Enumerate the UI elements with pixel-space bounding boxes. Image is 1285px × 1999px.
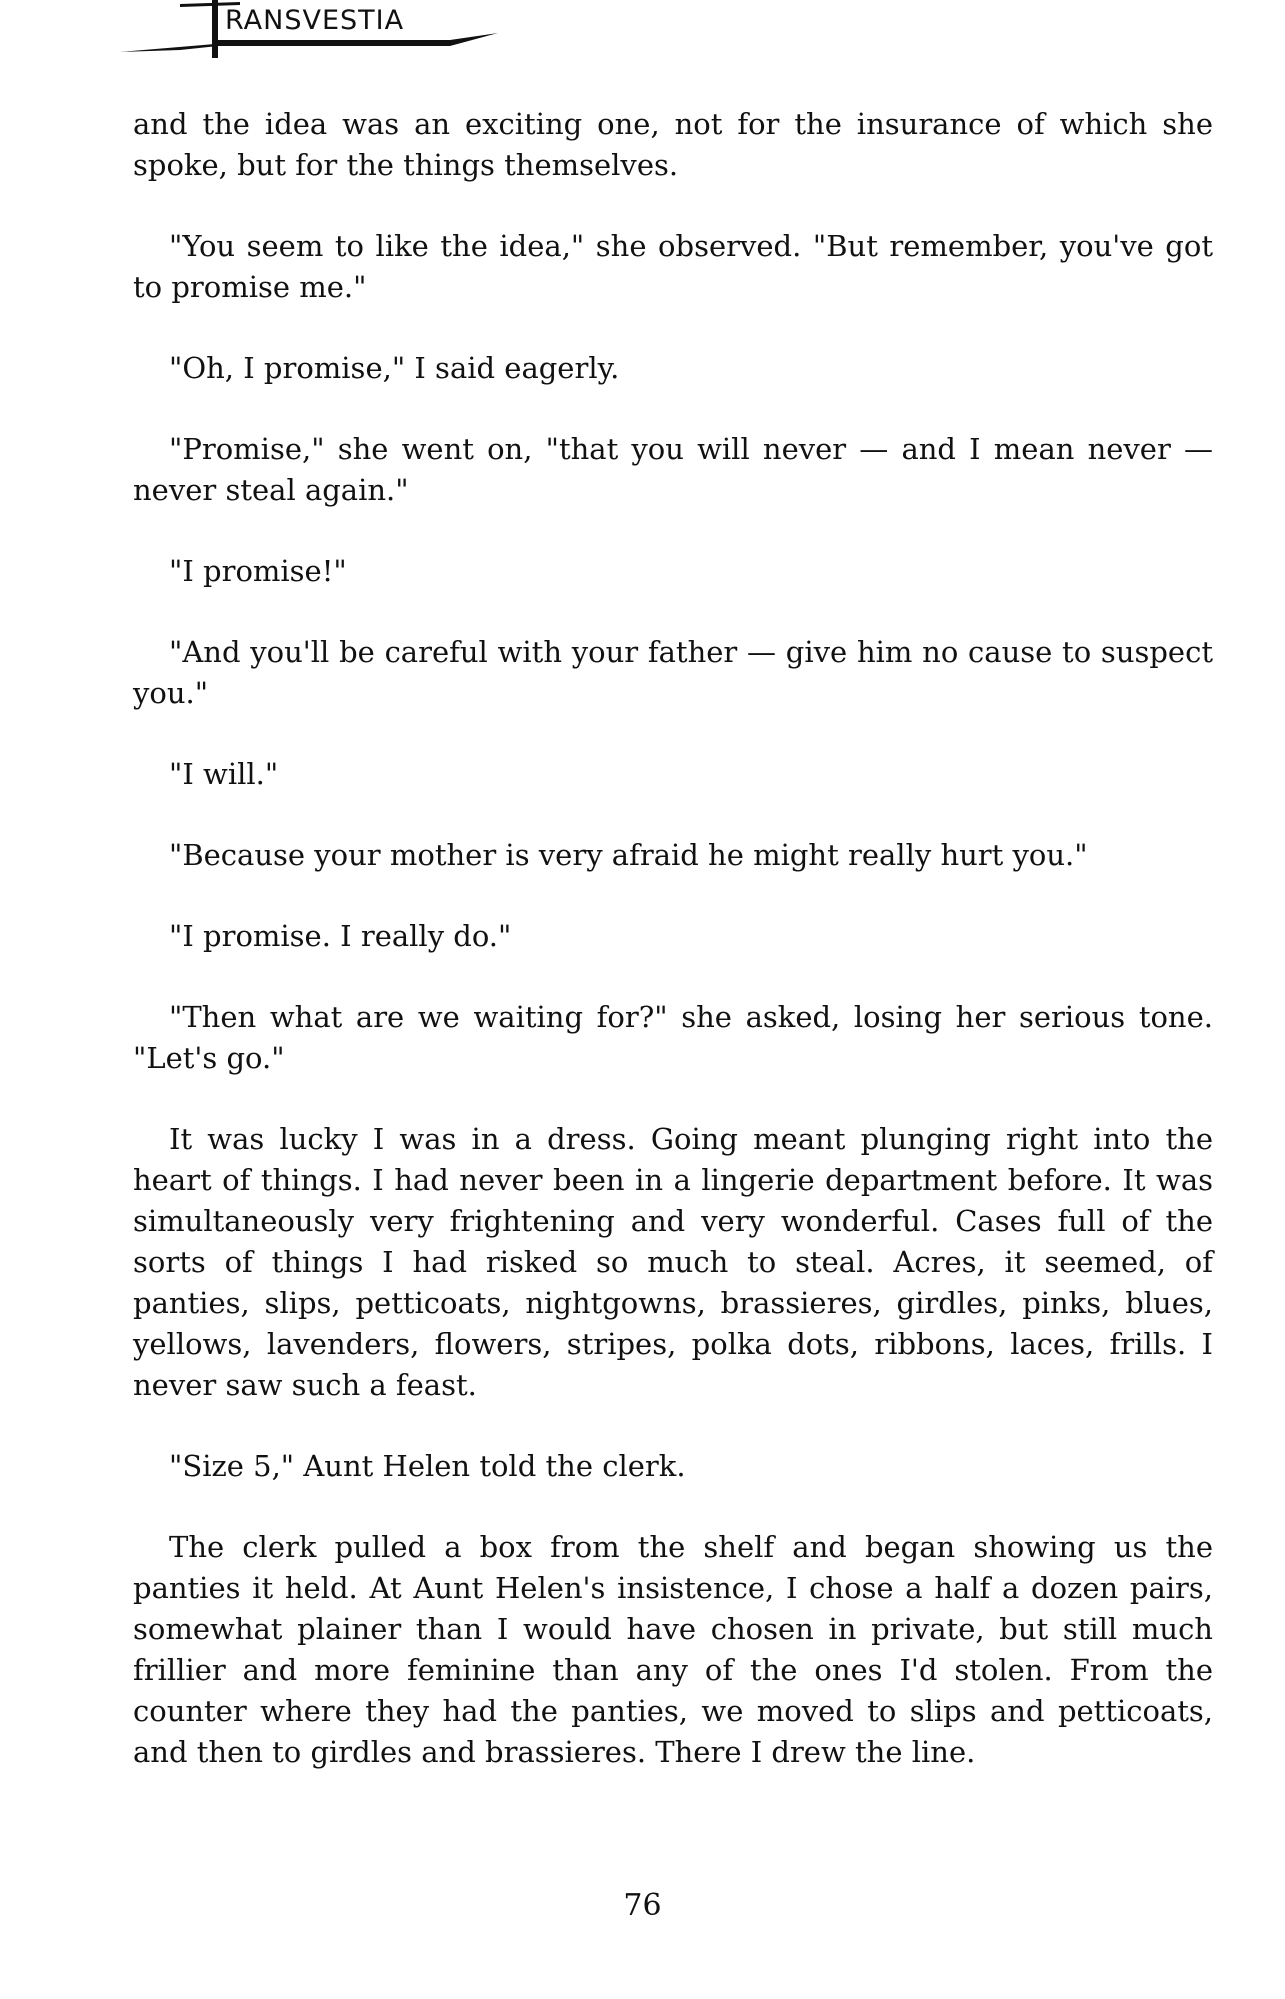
header-title: RANSVESTIA [225, 5, 405, 36]
paragraph: "Promise," she went on, "that you will never — and I mean never — never steal again." [133, 432, 1213, 507]
paragraph: "And you'll be careful with your father — give him no cause to suspect you." [133, 635, 1213, 710]
paragraph: It was lucky I was in a dress. Going meant plunging right into the heart of things. I had never been in a lingerie department before. It was simultaneously very frightening and very wonderful. Cases full of the sorts of things I had risked so much to steal. Acres, it seemed, of panties, slips, petticoats, nightgowns, brassieres, girdles, pinks, blues, yellows, lavenders, flowers, stripes, polka dots, ribbons, laces, frills. I never saw such a feast. [133, 1122, 1213, 1402]
page-body [133, 104, 1213, 1813]
paragraph: "I promise!" [169, 554, 347, 588]
paragraph: "Then what are we waiting for?" she asked, losing her serious tone. "Let's go." [133, 1000, 1213, 1075]
paragraph: "I will." [169, 757, 279, 791]
paragraph: "Size 5," Aunt Helen told the clerk. [169, 1449, 686, 1483]
paragraph: "Because your mother is very afraid he might really hurt you." [169, 838, 1088, 872]
page-number: 76 [623, 1888, 662, 1923]
paragraph: "I promise. I really do." [169, 919, 512, 953]
paragraph: and the idea was an exciting one, not for the insurance of which she spoke, but for the things themselves. [133, 107, 1213, 182]
paragraph: The clerk pulled a box from the shelf and began showing us the panties it held. At Aunt Helen's insistence, I chose a half a dozen pairs, somewhat plainer than I would have chosen in private, but still much frillier and more feminine than any of the ones I'd stolen. From the counter where they had the panties, we moved to slips and petticoats, and then to girdles and brassieres. There I drew the line. [133, 1530, 1213, 1769]
running-header [120, 0, 520, 70]
paragraph: "You seem to like the idea," she observed. "But remember, you've got to promise me." [133, 229, 1213, 304]
paragraph: "Oh, I promise," I said eagerly. [169, 351, 620, 385]
